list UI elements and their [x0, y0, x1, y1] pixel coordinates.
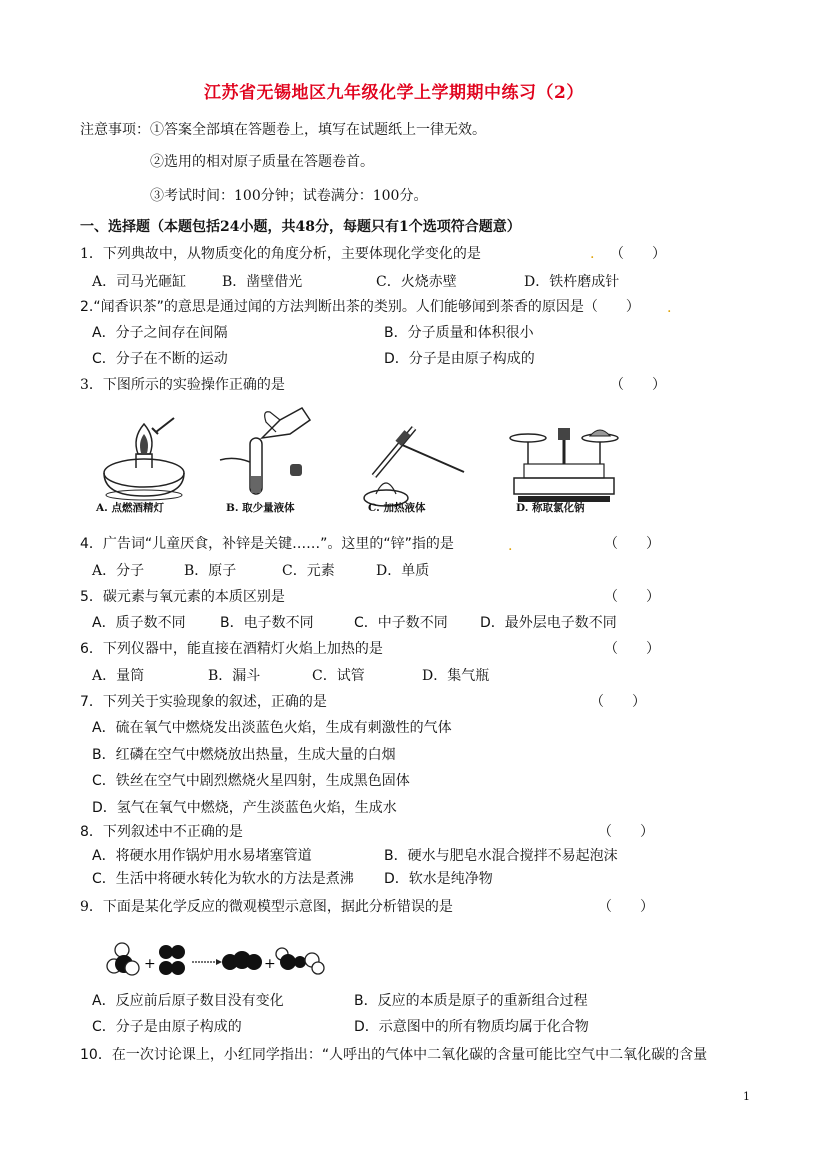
q2-stem: 2.“闻香识茶”的意思是通过闻的方法判断出茶的类别。人们能够闻到茶香的原因是（ ）: [80, 299, 640, 315]
q9-option-c: C．分子是由原子构成的: [92, 1019, 242, 1035]
q3-stem: 3．下图所示的实验操作正确的是: [80, 377, 285, 393]
q7-option-b: B．红磷在空气中燃烧放出热量，生成大量的白烟: [92, 747, 396, 763]
q6-answer-blank: （ ）: [604, 641, 660, 657]
q6-option-a: A．量筒: [92, 668, 145, 684]
q8-option-a: A．将硬水用作锅炉用水易堵塞管道: [92, 848, 312, 864]
q1-stem: 1．下列典故中，从物质变化的角度分析，主要体现化学变化的是: [80, 246, 481, 262]
q5-stem: 5．碳元素与氧元素的本质区别是: [80, 589, 285, 605]
q9-answer-blank: （ ）: [598, 899, 654, 915]
q5-option-b: B．电子数不同: [220, 615, 314, 631]
q4-option-b: B．原子: [184, 563, 237, 579]
page-number: 1: [743, 1090, 750, 1103]
q4-option-c: C．元素: [282, 563, 335, 579]
figure-a-caption: A. 点燃酒精灯: [96, 502, 164, 514]
liquid-pouring-illustration: [210, 398, 330, 516]
q4-option-a: A．分子: [92, 563, 145, 579]
mark-dot: .: [590, 246, 595, 262]
heating-tube-illustration: [356, 398, 476, 516]
q5-option-a: A．质子数不同: [92, 615, 186, 631]
section-heading: 一、选择题（本题包括24小题，共48分，每题只有1个选项符合题意）: [80, 219, 521, 235]
q6-option-c: C．试管: [312, 668, 365, 684]
q7-answer-blank: （ ）: [590, 694, 646, 710]
q2-option-a: A．分子之间存在间隔: [92, 325, 228, 341]
page-title: 江苏省无锡地区九年级化学上学期期中练习（2）: [204, 83, 584, 103]
q1-option-d: D．铁杵磨成针: [524, 274, 620, 290]
balance-illustration: [504, 398, 624, 516]
q5-option-c: C．中子数不同: [354, 615, 448, 631]
alcohol-lamp-illustration: [96, 398, 216, 516]
q9-stem: 9．下面是某化学反应的微观模型示意图，据此分析错误的是: [80, 899, 453, 915]
q3-answer-blank: （ ）: [610, 377, 666, 393]
q8-stem: 8．下列叙述中不正确的是: [80, 824, 243, 840]
q1-option-b: B．凿壁借光: [222, 274, 303, 290]
svg-text:+: +: [264, 956, 276, 972]
figure-d-caption: D. 称取氯化钠: [516, 502, 585, 514]
q5-answer-blank: （ ）: [604, 589, 660, 605]
q9-option-d: D．示意图中的所有物质均属于化合物: [354, 1019, 589, 1035]
q5-option-d: D．最外层电子数不同: [480, 615, 617, 631]
q7-option-c: C．铁丝在空气中剧烈燃烧火星四射，生成黑色固体: [92, 773, 410, 789]
figure-c-caption: C. 加热液体: [368, 502, 426, 514]
svg-text:+: +: [144, 956, 156, 972]
q1-option-c: C．火烧赤壁: [376, 274, 457, 290]
q1-option-a: A．司马光砸缸: [92, 274, 187, 290]
q8-option-b: B．硬水与肥皂水混合搅拌不易起泡沫: [384, 848, 618, 864]
q4-stem: 4．广告词“儿童厌食，补锌是关键……”。这里的“锌”指的是: [80, 536, 454, 552]
q1-answer-blank: （ ）: [610, 246, 666, 262]
notes-item-2: ②选用的相对原子质量在答题卷首。: [150, 154, 374, 170]
q2-option-c: C．分子在不断的运动: [92, 351, 228, 367]
notes-label: 注意事项：: [80, 122, 150, 138]
q8-answer-blank: （ ）: [598, 824, 654, 840]
notes-item-3: ③考试时间：100分钟；试卷满分：100分。: [150, 188, 428, 204]
mark-dot: .: [667, 300, 672, 316]
q2-option-d: D．分子是由原子构成的: [384, 351, 535, 367]
q6-stem: 6．下列仪器中，能直接在酒精灯火焰上加热的是: [80, 641, 383, 657]
q7-stem: 7．下列关于实验现象的叙述，正确的是: [80, 694, 327, 710]
q10-stem: 10．在一次讨论课上，小红同学指出：“人呼出的气体中二氧化碳的含量可能比空气中二氧化碳的含量: [80, 1047, 708, 1063]
q7-option-d: D．氢气在氧气中燃烧，产生淡蓝色火焰，生成水: [92, 800, 397, 816]
q2-option-b: B．分子质量和体积很小: [384, 325, 534, 341]
q8-option-d: D．软水是纯净物: [384, 871, 493, 887]
q6-option-d: D．集气瓶: [422, 668, 490, 684]
q4-option-d: D．单质: [376, 563, 430, 579]
q9-option-a: A．反应前后原子数目没有变化: [92, 993, 284, 1009]
q9-option-b: B．反应的本质是原子的重新组合过程: [354, 993, 588, 1009]
reaction-model-diagram: [104, 940, 330, 980]
q4-answer-blank: （ ）: [604, 536, 660, 552]
notes-item-1: ①答案全部填在答题卷上，填写在试题纸上一律无效。: [150, 122, 486, 138]
figure-b-caption: B. 取少量液体: [226, 502, 295, 514]
mark-dot: .: [508, 538, 513, 554]
q6-option-b: B．漏斗: [208, 668, 261, 684]
q8-option-c: C．生活中将硬水转化为软水的方法是煮沸: [92, 871, 354, 887]
q7-option-a: A．硫在氧气中燃烧发出淡蓝色火焰，生成有刺激性的气体: [92, 720, 452, 736]
